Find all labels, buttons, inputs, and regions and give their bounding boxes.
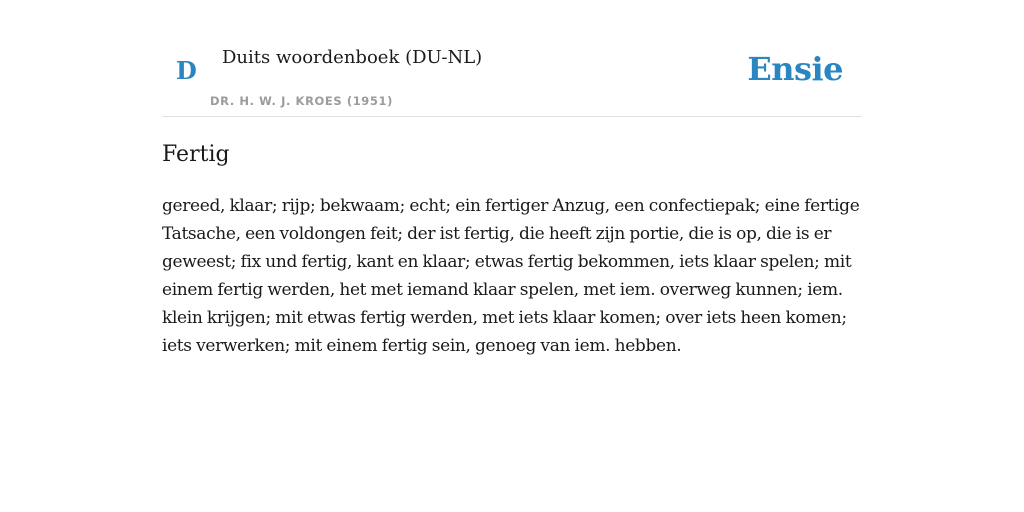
dictionary-card <box>162 0 862 512</box>
dictionary-title-link[interactable]: Duits woordenboek (DU-NL) <box>222 47 483 68</box>
dictionary-author: DR. H. W. J. KROES (1951) <box>210 94 393 108</box>
dictionary-header <box>162 0 862 117</box>
ensie-logo-link[interactable]: Ensie <box>747 50 843 88</box>
dictionary-badge: D <box>176 56 197 85</box>
entry-headword: Fertig <box>162 142 230 167</box>
entry-definition: gereed, klaar; rijp; bekwaam; echt; ein fertiger Anzug, een confectiepak; eine fertige Tatsache, een voldongen feit; der ist fertig, die heeft zijn portie, die is op, die is er geweest; fix und fertig, kant en klaar; etwas fertig bekommen, iets klaar spelen; mit einem fertig werden, het met iemand klaar spelen, met iem. overweg kunnen; iem. klein krijgen; mit etwas fertig werden, met iets klaar komen; over iets heen komen; iets verwerken; mit einem fertig sein, genoeg van iem. hebben. <box>162 196 860 356</box>
